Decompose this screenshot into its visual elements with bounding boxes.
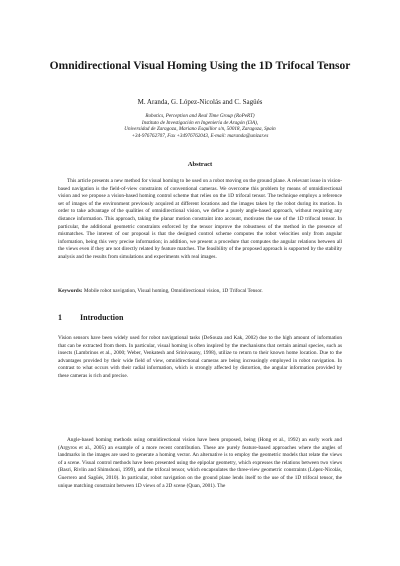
affiliation-line: Instituto de Investigación en Ingeniería de Aragón (I3A), [141, 119, 259, 126]
affiliation-line: +34-976762707, Fax +34976762043, E-mail: maranda@unizar.es [131, 132, 269, 139]
abstract-text: This article presents a new method for visual homing to be used on a robot moving on the ground plane. A relevant issue in vision-based navigation is the field-of-view constraints of conventional cameras. We overcome this problem by means of omnidirectional vision and we propose a vision-based homing control scheme that relies on the 1D trifocal tensor. The technique employs a reference set of images of the environment previously acquired at different locations and the images taken by the robot during its motion. In order to take advantage of the qualities of omnidirectional vision, we define a purely angle-based approach, without requiring any distance information. This approach, taking the planar motion constraint into account, motivates the use of the 1D trifocal tensor. In particular, the additional geometric constraints enforced by the tensor improve the robustness of the method in the presence of mismatches. The interest of our proposal is that the designed control scheme computes the robot velocities only from angular information, being this very precise information; in addition, we present a procedure that computes the angular relations between all the views even if they are not directly related by feature matches. The feasibility of the proposed approach is supported by the stability analysis and the results from simulations and experiments with real images. [58, 178, 342, 260]
affiliation-line: Robotics, Perception and Real Time Group (RoPeRT) [145, 113, 255, 119]
paper-title: Omnidirectional Visual Homing Using the 1D Trifocal Tensor [49, 60, 351, 72]
abstract-heading: Abstract [187, 161, 213, 168]
keywords-label: Keywords: [58, 288, 83, 294]
body-paragraph: Angle-based homing methods using omnidirectional vision have been proposed, being (Hong et al., 1992) an early work and (Argyros et al., 2005) an example of a more recent contribution. These are purely feature-based approaches where the angles of landmarks in the images are used to generate a homing vector. An alternative is to employ the geometric models that relate the views of a scene. Visual control methods have been presented using the epipolar geometry, which expresses the relations between two views (Basri, Rivlin and Shimshoni, 1999), and the trifocal tensor, which encapsulates the three-view geometric constraints (López-Nicolás, Guerrero and Sagüés, 2010). In particular, robot navigation on the ground plane lends itself to the use of the 1D trifocal tensor, the unique matching constraint between 1D views of a 2D scene (Quan, 2001). The [58, 437, 342, 489]
paper-authors: M. Aranda, G. López-Nicolás and C. Sagüés [137, 98, 263, 106]
section-number: 1 [58, 313, 62, 322]
section-title: Introduction [80, 313, 124, 322]
affiliation-line: Universidad de Zaragoza, Mariano Esquillor s/n, 50018, Zaragoza, Spain [124, 126, 276, 133]
keywords-list: Mobile robot navigation, Visual homing, Omnidirectional vision, 1D Trifocal Tensor. [83, 288, 263, 294]
keywords-line [58, 288, 342, 296]
body-paragraph: Vision sensors have been widely used for robot navigational tasks (DeSouza and Kak, 2002) due to the high amount of information that can be extracted from them. In particular, visual homing is often inspired by the mechanisms that certain animal species, such as insects (Lambrinos et al., 2000; Weber, Venkatesh and Srinivasany, 1998), utilize to return to their known home location. Due to the advantages provided by their wide field of view, omnidirectional cameras are being increasingly employed in robot navigation. In contrast to what occurs with their radial information, which is strongly affected by distortion, the angular information provided by these cameras is rich and precise. [58, 335, 342, 379]
author-affiliation [40, 113, 360, 139]
section-heading [58, 313, 123, 323]
